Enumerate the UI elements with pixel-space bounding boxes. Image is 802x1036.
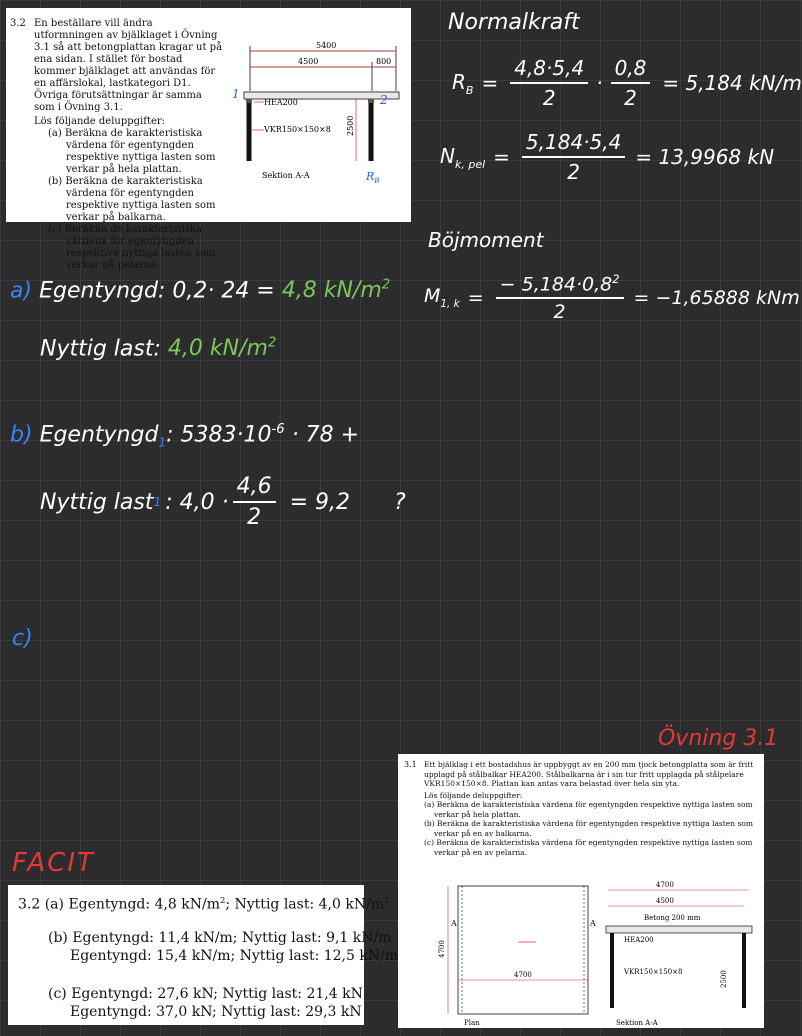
m-lhs: $M_{1, k}$ bbox=[424, 285, 460, 311]
problem-text bbox=[34, 18, 224, 272]
problem-3-2-card bbox=[6, 8, 411, 271]
facit-title: FACIT bbox=[12, 848, 95, 878]
svg-text:HEA200: HEA200 bbox=[624, 936, 654, 944]
svg-text:A: A bbox=[451, 919, 457, 928]
answer-b-line-1: b) Egentyngd$_1$: $5383\cdot 10^{-6} \cdot 78$ + bbox=[10, 422, 360, 450]
a-live-load-result: 4,0 $kN/m^2$ bbox=[167, 336, 277, 362]
facit-b1: (b) Egentyngd: 11,4 kN/m; Nyttig last: 9,1 kN/m bbox=[48, 930, 392, 946]
label-c: c) bbox=[12, 626, 33, 651]
moment-title: Böjmoment bbox=[428, 228, 544, 252]
plan-diagram bbox=[414, 876, 594, 1026]
section-diagram-3-1 bbox=[594, 876, 764, 1026]
a-self-weight-result: 4,8 $kN/m^2$ bbox=[281, 278, 391, 304]
nk-lhs: $N_{k, pel}$ bbox=[440, 143, 486, 171]
rb-fraction-1: $\frac{4,8\cdot 5,4}{2}$ bbox=[510, 56, 588, 110]
beam-left bbox=[246, 99, 252, 103]
beam-label: HEA200 bbox=[264, 98, 298, 107]
plan-dim-bottom: 4700 bbox=[514, 971, 532, 979]
m-result: = −1,65888 kNm bbox=[633, 286, 800, 309]
m-fraction: $\frac{- 5,184\cdot 0,8^2}{2}$ bbox=[496, 272, 624, 323]
facit-a: 3.2 (a) Egentyngd: 4,8 $kN/m^2$; Nyttig last: 4,0 $kN/m^2$ bbox=[18, 895, 390, 913]
nk-equation: $N_{k, pel}$ = $\frac{5,184\cdot 5,4}{2}$ = 13,9968 kN bbox=[440, 130, 775, 184]
problem-body: En beställare vill ändra utformningen av bjälklaget i Övning 3.1 så att betongplattan kragar ut på ena sidan. I stället för bostad kommer bjälklaget att användas för en affärslokal, lastkategori D1. Övriga förutsättningar är samma som i Övning 3.1. bbox=[34, 18, 223, 113]
answer-a-line-1: a) Egentyngd: 0,2· 24 = 4,8 $kN/m^2$ bbox=[10, 278, 391, 304]
mark-1: 1 bbox=[232, 87, 240, 101]
svg-text:VKR150×150×8: VKR150×150×8 bbox=[624, 968, 683, 976]
problem-item-b: (b) Beräkna de karakteristiska värdena för egentyngden respektive nyttiga lasten som verkar på balkarna. bbox=[48, 176, 216, 223]
answer-b-line-2: Nyttig last 1 : 4,0 · $\frac{4,6}{2}$ = 9,2 ? bbox=[40, 474, 406, 530]
answer-a-line-2: Nyttig last: 4,0 $kN/m^2$ bbox=[40, 336, 277, 362]
column-label: VKR150×150×8 bbox=[264, 125, 331, 134]
facit-b2: Egentyngd: 15,4 kN/m; Nyttig last: 12,5 kN/m bbox=[70, 948, 399, 964]
facit-card bbox=[8, 885, 399, 1025]
dim-total: 5400 bbox=[316, 41, 337, 50]
svg-text:Sektion A-A: Sektion A-A bbox=[616, 1019, 658, 1027]
rb-result: = 5,184 kN/m bbox=[662, 71, 802, 95]
moment-equation: $M_{1, k}$ = $\frac{- 5,184\cdot 0,8^2}{2}$ = −1,65888 kNm bbox=[424, 272, 800, 324]
dim-span: 4500 bbox=[298, 57, 319, 66]
slab-label: Betong 200 mm bbox=[644, 914, 701, 922]
problem31-text: Ett bjälklag i ett bostadshus är uppbyggt av en 200 mm tjock betongplatta som är fritt upplagd på stålbalkar HEA200. Stålbalkarna är i sin tur fritt upplagda på stålpelare VKR150×150×8. Plattan kan antas vara belastad över hela sin yta. Lös följande deluppgifter: (a) Beräkna de karakteristiska värdena för egentyngden respektive nyttiga lasten som verkar på hela plattan. (b) Beräkna de karakteristiska värdena för egentyngden respektive nyttiga lasten som verkar på en av balkarna. (c) Beräkna de karakteristiska värdena för egentyngden respektive nyttiga lasten som verkar på en av pelarna. bbox=[424, 760, 754, 857]
problem31-number: 3.1 bbox=[404, 760, 417, 769]
facit-c2: Egentyngd: 37,0 kN; Nyttig last: 29,3 kN bbox=[70, 1004, 362, 1020]
beam-right bbox=[368, 99, 374, 103]
problem-number: 3.2 bbox=[10, 18, 26, 29]
section-label: Sektion A-A bbox=[262, 171, 310, 180]
svg-text:4500: 4500 bbox=[656, 897, 674, 905]
ovning-label: Övning 3.1 bbox=[658, 726, 779, 751]
problem-3-1-card bbox=[398, 754, 764, 1028]
rb-equation: $R_B$ = $\frac{4,8\cdot 5,4}{2}$ · $\frac{0,8}{2}$ = 5,184 kN/m bbox=[452, 56, 802, 110]
b-fraction: $\frac{4,6}{2}$ bbox=[233, 474, 276, 530]
plan-dim-left: 4700 bbox=[438, 940, 446, 958]
rb-lhs: $R_B$ bbox=[452, 69, 474, 97]
label-a: a) bbox=[10, 278, 33, 304]
height-label: 2500 bbox=[346, 115, 355, 136]
svg-text:2500: 2500 bbox=[720, 970, 728, 988]
mark-2: 2 bbox=[380, 93, 388, 107]
label-b: b) bbox=[10, 422, 33, 448]
nk-fraction: $\frac{5,184\cdot 5,4}{2}$ bbox=[522, 130, 625, 184]
section-diagram bbox=[220, 36, 410, 186]
svg-text:A: A bbox=[590, 919, 596, 928]
rb-fraction-2: $\frac{0,8}{2}$ bbox=[611, 56, 651, 110]
problem-item-a: (a) Beräkna de karakteristiska värdena för egentyngden respektive nyttiga lasten som verkar på hela plattan. bbox=[48, 128, 216, 175]
question-mark: ? bbox=[394, 489, 406, 515]
nk-result: = 13,9968 kN bbox=[635, 145, 775, 169]
reaction-label: $R_B$ bbox=[366, 170, 380, 185]
problem-intro: Lös följande deluppgifter: bbox=[34, 116, 166, 127]
normal-force-title: Normalkraft bbox=[448, 10, 580, 35]
dim-cant: 800 bbox=[376, 57, 392, 66]
svg-text:4700: 4700 bbox=[656, 881, 674, 889]
plan-label: Plan bbox=[464, 1019, 480, 1027]
facit-c1: (c) Egentyngd: 27,6 kN; Nyttig last: 21,4 kN bbox=[48, 986, 363, 1002]
problem-item-c: (c) Beräkna de karakteristiska värdena för egentyngden respektive nyttiga lasten som verkar på pelarna. bbox=[48, 224, 216, 271]
